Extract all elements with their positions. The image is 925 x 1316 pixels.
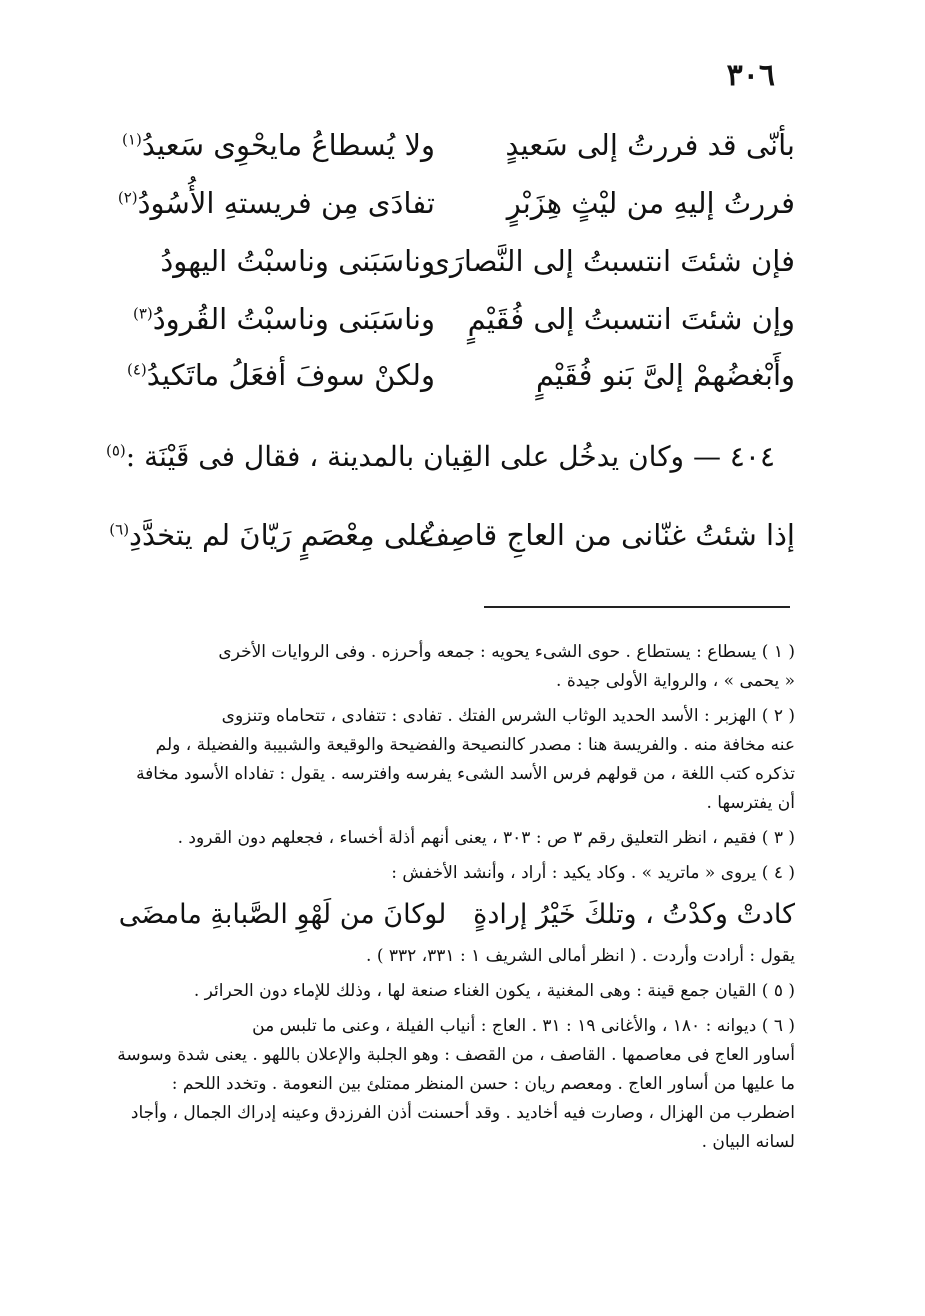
- verse-hemistich-1: إذا شئتُ غنّانى من العاجِ قاصِفٌ: [419, 518, 795, 552]
- quoted-hemistich-2: لوكانَ من لَهْوِ الصَّبابةِ مامضَى: [118, 899, 447, 930]
- footnote-ref: (٢): [117, 188, 138, 207]
- footnote-line: أساور العاج فى معاصمها . القاصف ، من القصف : وهو الجلبة والإعلان باللهو . يعنى شدة وسوسة: [117, 1045, 795, 1065]
- verse-hemistich-2: ولا يُسطاعُ مايحْوِى سَعيدُ$^{(١)}$: [122, 128, 435, 162]
- footnote-line: ( ٤ ) يروى « ماتريد » . وكاد يكيد : أراد ، وأنشد الأخفش :: [391, 863, 795, 883]
- footnotes: [115, 638, 795, 1163]
- verse-line: [115, 302, 795, 354]
- verse-line: [109, 518, 795, 570]
- footnote-line: ( ٣ ) فقيم ، انظر التعليق رقم ٣ ص : ٣٠٣ ، يعنى أنهم أذلة أخساء ، فجعلهم دون القرود .: [177, 828, 795, 848]
- footnote-line: ( ٥ ) القيان جمع قينة : وهى المغنية ، يكون الغناء صنعة لها ، وذلك للإماء دون الحرائر .: [193, 981, 795, 1001]
- verse-hemistich-1: فإن شئتَ انتسبتُ إلى النَّصارَى: [427, 244, 795, 278]
- footnote-6: [115, 1012, 795, 1157]
- footnote-ref: (٥): [105, 441, 126, 460]
- verse-line: [115, 128, 795, 180]
- footnote-line: ( ٢ ) الهزبر : الأسد الحديد الوثاب الشرس الفتك . تفادى : تتفادى ، تتحاماه وتنزوى: [221, 706, 795, 726]
- entry-number: ٤٠٤ —: [692, 440, 775, 473]
- footnote-ref: (١): [122, 130, 142, 149]
- verse-hemistich-2: وناسَبَنى وناسبْتُ اليهودُ: [160, 244, 435, 278]
- footnote-line: لسانه البيان .: [701, 1132, 795, 1152]
- verse-hemistich-2: ولكنْ سوفَ أفعَلُ ماتَكيدُ$^{(٤)}$: [126, 358, 435, 392]
- footnote-line: ( ١ ) يسطاع : يستطاع . حوى الشىء يحويه : جمعه وأحرزه . وفى الروايات الأخرى: [218, 642, 795, 662]
- prose-paragraph: [105, 440, 775, 473]
- footnote-line: يقول : أرادت وأردت . ( انظر أمالى الشريف ١ : ٣٣١، ٣٣٢ ) .: [366, 946, 795, 966]
- verse-hemistich-1: بأنّى قد فررتُ إلى سَعيدٍ: [505, 128, 795, 162]
- verse-hemistich-1: فررتُ إليهِ من ليْثٍ هِزَبْرٍ: [506, 186, 795, 220]
- verse-hemistich-2: على مِعْصَمٍ رَيّانَ لم يتخدَّدِ$^{(٦)}$: [109, 518, 435, 552]
- footnote-line: اضطرب من الهزال ، وصارت فيه أخاديد . وقد أحسنت أذن الفرزدق وعينه إدراك الجمال ، وأجاد: [130, 1103, 795, 1123]
- footnote-line: « يحمى » ، والرواية الأولى جيدة .: [556, 671, 795, 691]
- footnote-3: [115, 824, 795, 853]
- verse-hemistich-1: وإن شئتَ انتسبتُ إلى فُقَيْمٍ: [467, 302, 795, 336]
- footnote-line: تذكره كتب اللغة ، من قولهم فرس الأسد الشىء يفرسه وافترسه . يقول : تفاداه الأسود مخافة: [136, 764, 795, 784]
- quoted-verse: [115, 888, 795, 942]
- footnote-2: [115, 702, 795, 818]
- verse-hemistich-2: تفادَى مِن فريستهِ الأُسُودُ$^{(٢)}$: [117, 186, 435, 220]
- footnote-4: [115, 859, 795, 971]
- footnote-line: ( ٦ ) ديوانه : ١٨٠ ، والأغانى ١٩ : ٣١ . العاج : أنياب الفيلة ، وعنى ما تلبس من: [252, 1016, 795, 1036]
- verse-line: [115, 186, 795, 238]
- verse-hemistich-2: وناسَبَنى وناسبْتُ القُرودُ$^{(٣)}$: [132, 302, 435, 336]
- footnote-ref: (٣): [132, 304, 153, 323]
- footnote-separator: [484, 606, 790, 608]
- footnote-ref: (٦): [109, 520, 130, 539]
- footnote-line: أن يفترسها .: [706, 793, 795, 813]
- quoted-hemistich-1: كادتْ وكدْتُ ، وتلكَ خَيْرُ إرادةٍ: [473, 899, 795, 930]
- footnote-line: عنه مخافة منه . والفريسة هنا : مصدر كالنصيحة والفضيحة والوقيعة والشبيبة والفضيلة ، ولم: [155, 735, 795, 755]
- footnote-ref: (٤): [126, 360, 147, 379]
- page-number: ٣٠٦: [726, 58, 775, 93]
- verse-line: [115, 358, 795, 410]
- verse-line: [115, 244, 795, 296]
- prose-text: وكان يدخُل على القِيان بالمدينة ، فقال فى قَيْنَة :: [125, 440, 685, 473]
- footnote-line: ما عليها من أساور العاج . ومعصم ريان : حسن المنظر ممتلئ بين النعومة . وتخدد اللحم :: [171, 1074, 795, 1094]
- footnote-1: [115, 638, 795, 696]
- footnote-5: [115, 977, 795, 1006]
- verse-hemistich-1: وأَبْغضُهمْ إلىَّ بَنو فُقَيْمٍ: [535, 358, 795, 392]
